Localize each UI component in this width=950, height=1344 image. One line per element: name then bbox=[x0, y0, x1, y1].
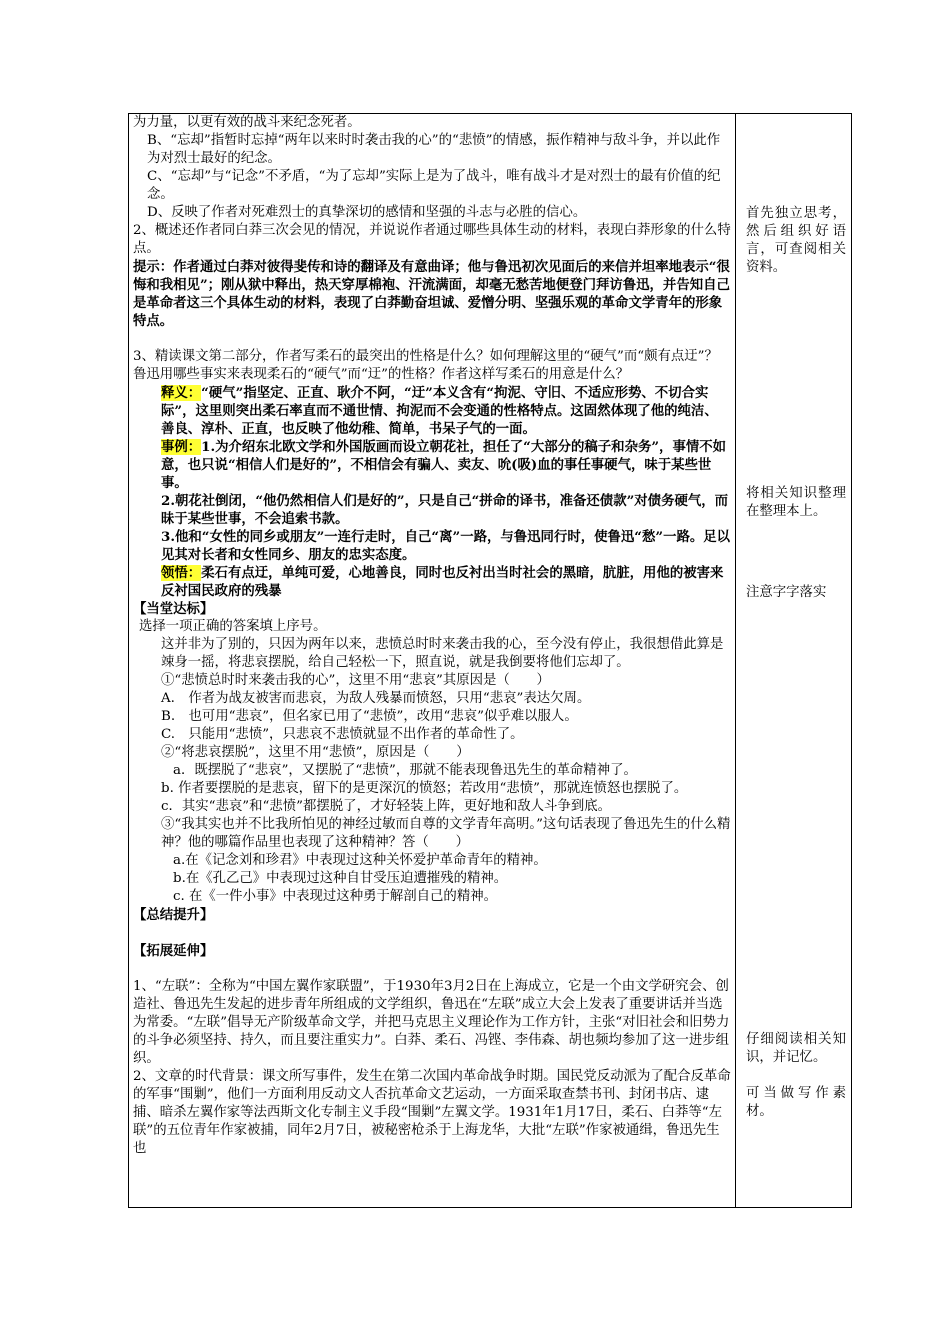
side-note-3: 注意字字落实 bbox=[746, 585, 827, 600]
question-2: 2、概述还作者同白莽三次会见的情况，并说说作者通过哪些具体生动的材料，表现白莽形象的什么特点。 bbox=[133, 223, 731, 256]
section-tuozhan: 【拓展延伸】 bbox=[133, 943, 214, 959]
quiz-q3: ③“我其实也并不比我所怕见的神经过敏而自尊的文学青年高明。”这句话表现了鲁迅先生的什么精神？他的哪篇作品里也表现了这种精神？答（ ） bbox=[161, 817, 731, 850]
quiz-q2-c: c．其实“悲哀”和“悲愤”都摆脱了，才好轻装上阵，更好地和敌人斗争到底。 bbox=[161, 799, 611, 814]
quiz-q1: ①“悲愤总时时来袭击我的心”，这里不用“悲哀”其原因是（ ） bbox=[161, 673, 550, 688]
side-note-2: 将相关知识整理在整理本上。 bbox=[746, 486, 846, 519]
spacer bbox=[133, 924, 731, 942]
quiz-q3-c: c. 在《一件小事》中表现过这种勇于解剖自己的精神。 bbox=[173, 889, 497, 904]
spacer bbox=[133, 960, 731, 978]
quiz-q3-a: a.在《记念刘和珍君》中表现过这种关怀爱护革命青年的精神。 bbox=[173, 853, 547, 868]
quiz-q1-a: A. 作者为战友被害而悲哀，为敌人残暴而愤怒，只用“悲哀”表达欠周。 bbox=[161, 691, 591, 706]
spacer bbox=[133, 330, 731, 348]
option-d: D、反映了作者对死难烈士的真挚深切的感情和坚强的斗志与必胜的信心。 bbox=[147, 205, 587, 220]
tuozhan-2: 2、文章的时代背景：课文所写事件，发生在第二次国内革命战争时期。国民党反动派为了配合反革命的军事“围剿”，他们一方面利用反动文人否抗革命文艺运动，一方面采取查禁书刊、封闭书店、逮捕、暗杀左翼作家等法西斯文化专制主义手段“围剿”左翼文学。1931年1月17日，柔石、白莽等“左联”的五位青年作家被捕，同年2月7日，被秘密枪杀于上海龙华，大批“左联”作家被通缉，鲁迅先生也 bbox=[133, 1069, 731, 1156]
quiz-q2: ②“将悲哀摆脱”，这里不用“悲愤”，原因是（ ） bbox=[161, 745, 470, 760]
quiz-q2-a: a．既摆脱了“悲哀”，又摆脱了“悲愤”，那就不能表现鲁迅先生的革命精神了。 bbox=[173, 763, 637, 778]
side-note-1: 首先独立思考，然后组织好语言，可查阅相关资料。 bbox=[746, 206, 846, 275]
shiyi-label: 释义： bbox=[161, 385, 202, 401]
quiz-q1-c: C. 只能用“悲愤”，只悲哀不悲愤就显不出作者的革命性了。 bbox=[161, 727, 524, 742]
shili-1: 1.为介绍东北欧文学和外国版画而设立朝花社，担任了“大部分的稿子和杂务”，事情不如意，也只说“相信人们是好的”，不相信会有骗人、卖友、吮(吸)血的事任事硬气，味于某些世事。 bbox=[161, 439, 727, 491]
lingwu-paragraph bbox=[133, 564, 731, 600]
quiz-q3-b: b.在《孔乙己》中表现过这种自甘受压迫遭摧残的精神。 bbox=[173, 871, 508, 886]
section-dangtang: 【当堂达标】 bbox=[133, 601, 214, 617]
option-c: C、“忘却”与“记念”不矛盾，“为了忘却”实际上是为了战斗，唯有战斗才是对烈士的最有价值的纪念。 bbox=[147, 169, 721, 202]
text-line: 为力量，以更有效的战斗来纪念死者。 bbox=[133, 115, 361, 130]
lingwu-label: 领悟： bbox=[161, 565, 202, 581]
shili-paragraph bbox=[133, 438, 731, 492]
shiyi-text: “硬气”指坚定、正直、耿介不阿，“迂”本义含有“拘泥、守旧、不适应形势、不切合实际”，这里则突出柔石率直而不通世情、拘泥而不会变通的性格特点。这固然体现了他的纯洁、善良、淳朴、正直，也反映了他幼稚、简单，书呆子气的一面。 bbox=[161, 385, 718, 437]
tuozhan-1: 1、“左联”：全称为“中国左翼作家联盟”，于1930年3月2日在上海成立，它是一个由文学研究会、创造社、鲁迅先生发起的进步青年所组成的文学组织，鲁迅在“左联”成立大会上发表了重要讲话并当选为常委。“左联”倡导无产阶级革命文学，并把马克思主义理论作为工作方针，主张“对旧社会和旧势力的斗争必须坚持、持久，而且要注重实力”。白莽、柔石、冯铿、李伟森、胡也频均参加了这一进步组织。 bbox=[133, 979, 730, 1066]
shili-2: 2.朝花社倒闭，“他仍然相信人们是好的”，只是自己“拼命的译书，准备还债款”对债务硬气，而昧于某些世事，不会追索书款。 bbox=[161, 493, 729, 527]
quiz-passage: 这并非为了别的，只因为两年以来，悲愤总时时来袭击我的心，至今没有停止，我很想借此算是竦身一摇，将悲哀摆脱，给自己轻松一下，照直说，就是我倒要将他们忘却了。 bbox=[161, 637, 724, 670]
main-content bbox=[133, 114, 731, 1158]
section-zongjie: 【总结提升】 bbox=[133, 907, 214, 923]
quiz-q1-b: B. 也可用“悲哀”，但名家已用了“悲愤”，改用“悲哀”似乎难以服人。 bbox=[161, 709, 578, 724]
quiz-instruction: 选择一项正确的答案填上序号。 bbox=[139, 619, 327, 634]
option-b: B、“忘却”指暂时忘掉“两年以来时时袭击我的心”的“悲愤”的情感，振作精神与敌斗争，并以此作为对烈士最好的纪念。 bbox=[147, 133, 721, 166]
column-divider bbox=[735, 113, 736, 1208]
hint-answer: 提示：作者通过白莽对彼得斐传和诗的翻译及有意曲译；他与鲁迅初次见面后的来信并坦率地表示“很悔和我相见”；刚从狱中释出，热天穿厚棉袍、汗流满面，却毫无愁苦地便登门拜访鲁迅，并告知自己是革命者这三个具体生动的材料，表现了白莽勤奋坦诚、爱憎分明、坚强乐观的革命文学青年的形象特点。 bbox=[133, 259, 730, 329]
quiz-q2-b: b. 作者要摆脱的是悲哀，留下的是更深沉的愤怒；若改用“悲愤”，那就连愤怒也摆脱了。 bbox=[161, 781, 688, 796]
lingwu-text: 柔石有点迂，单纯可爱，心地善良，同时也反衬出当时社会的黑暗，肮脏，用他的被害来反衬国民政府的残暴 bbox=[161, 565, 724, 599]
shiyi-paragraph bbox=[133, 384, 731, 438]
shili-3: 3.他和“女性的同乡或朋友”一连行走时，自己“离”一路，与鲁迅同行时，使鲁迅“愁”一路。足以见其对长者和女性同乡、朋友的忠实态度。 bbox=[161, 529, 731, 563]
shili-label: 事例： bbox=[161, 439, 202, 455]
question-3: 3、精读课文第二部分，作者写柔石的最突出的性格是什么？如何理解这里的“硬气”而“颇有点迂”？ 鲁迅用哪些事实来表现柔石的“硬气”而“迂”的性格？作者这样写柔石的用意是什么？ bbox=[133, 349, 732, 382]
side-note-5: 可当做写作素材。 bbox=[746, 1086, 846, 1119]
side-note-4: 仔细阅读相关知识，并记忆。 bbox=[746, 1032, 846, 1065]
